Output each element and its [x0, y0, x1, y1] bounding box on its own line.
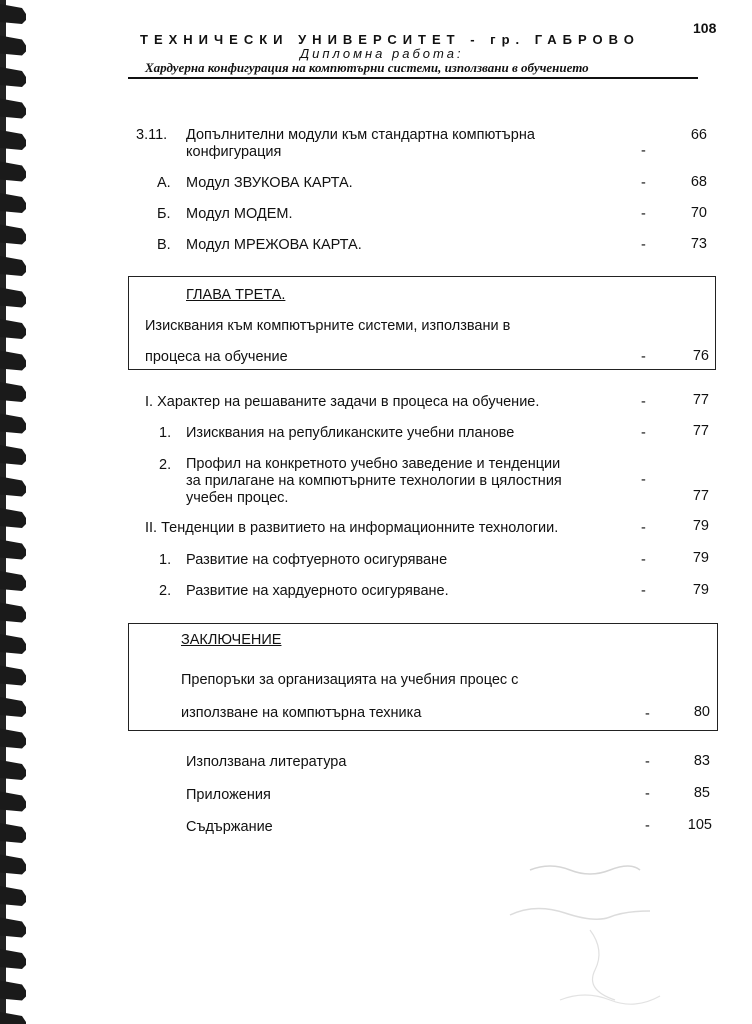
binding-coil [0, 697, 26, 717]
binding-coil [0, 760, 26, 780]
toc-num-ii-1: 1. [159, 552, 172, 568]
binding-coil [0, 792, 26, 812]
toc-page-chapter-three: 76 [692, 348, 709, 364]
binding-coil [0, 414, 26, 434]
binding-coil [0, 382, 26, 402]
binding-coil [0, 288, 26, 308]
toc-entry-institution-profile-line1: Профил на конкретното учебно заведение и тенденции [186, 456, 561, 472]
toc-entry-section-ii: II. Тенденции в развитието на информационните технологии. [145, 520, 559, 536]
toc-page-literature: 83 [693, 753, 710, 769]
chapter-three-title-line1: Изисквания към компютърните системи, използвани в [145, 318, 511, 334]
binding-coil [0, 981, 26, 1001]
toc-entry-contents: Съдържание [186, 819, 273, 835]
toc-num-a: А. [157, 175, 171, 191]
chapter-three-heading: ГЛАВА ТРЕТА. [186, 287, 286, 303]
conclusion-heading: ЗАКЛЮЧЕНИЕ [181, 632, 282, 648]
toc-page-ii-1: 79 [692, 550, 709, 566]
binding-coil [0, 351, 26, 371]
toc-page-ii-2: 79 [692, 582, 709, 598]
toc-dash: - [641, 552, 646, 568]
conclusion-title-line2: използване на компютърна техника [181, 705, 422, 721]
binding-coil [0, 225, 26, 245]
toc-page-v: 73 [690, 236, 707, 252]
toc-page-3-11: 66 [690, 127, 707, 143]
binding-coil [0, 193, 26, 213]
toc-dash: - [641, 237, 646, 253]
binding-coil [0, 918, 26, 938]
toc-entry-institution-profile-line3: учебен процес. [186, 490, 289, 506]
binding-coil [0, 319, 26, 339]
binding-coil [0, 666, 26, 686]
toc-page-appendices: 85 [693, 785, 710, 801]
toc-entry-republican-plans: Изисквания на републиканските учебни планове [186, 425, 515, 441]
bleed-through-marks [480, 850, 710, 1020]
toc-num-i-1: 1. [159, 425, 172, 441]
toc-entry-hardware: Развитие на хардуерното осигуряване. [186, 583, 449, 599]
thesis-subtitle: Дипломна работа: [300, 46, 464, 61]
binding-coil [0, 99, 26, 119]
toc-entry-appendices: Приложения [186, 787, 271, 803]
toc-num-b: Б. [157, 206, 171, 222]
toc-page-b: 70 [690, 205, 707, 221]
toc-dash: - [641, 425, 646, 441]
toc-entry-3-11-line1: Допълнителни модули към стандартна компютърна [186, 127, 535, 143]
binding-coil [0, 540, 26, 560]
toc-dash: - [641, 349, 646, 365]
header-divider [128, 77, 698, 79]
binding-coil [0, 508, 26, 528]
toc-dash: - [645, 786, 650, 802]
toc-entry-network-card: Модул МРЕЖОВА КАРТА. [186, 237, 362, 253]
binding-coil [0, 256, 26, 276]
toc-dash: - [641, 472, 646, 488]
binding-coil [0, 130, 26, 150]
binding-coil [0, 1012, 26, 1024]
toc-entry-section-i: I. Характер на решаваните задачи в процеса на обучение. [145, 394, 540, 410]
binding-coil [0, 477, 26, 497]
toc-entry-institution-profile-line2: за прилагане на компютърните технологии в цялостния [186, 473, 562, 489]
toc-page-section-i: 77 [692, 392, 709, 408]
binding-coil [0, 949, 26, 969]
binding-coil [0, 36, 26, 56]
toc-dash: - [641, 175, 646, 191]
toc-page-contents: 105 [687, 817, 712, 833]
toc-num-i-2: 2. [159, 457, 172, 473]
page-number: 108 [693, 20, 717, 36]
toc-entry-sound-card: Модул ЗВУКОВА КАРТА. [186, 175, 353, 191]
university-header: ТЕХНИЧЕСКИ УНИВЕРСИТЕТ - гр. ГАБРОВО [140, 32, 640, 47]
toc-entry-3-11-line2: конфигурация [186, 144, 282, 160]
spiral-binding [0, 0, 36, 1024]
toc-num-3-11: 3.11. [136, 127, 168, 143]
toc-dash: - [645, 818, 650, 834]
binding-coil [0, 823, 26, 843]
toc-entry-software: Развитие на софтуерното осигуряване [186, 552, 448, 568]
toc-dash: - [641, 394, 646, 410]
conclusion-title-line1: Препоръки за организацията на учебния процес с [181, 672, 519, 688]
thesis-title: Хардуерна конфигурация на компютърни системи, използвани в обучението [145, 60, 589, 75]
binding-coil [0, 634, 26, 654]
toc-dash: - [645, 754, 650, 770]
toc-page-a: 68 [690, 174, 707, 190]
toc-entry-modem: Модул МОДЕМ. [186, 206, 293, 222]
binding-coil [0, 886, 26, 906]
binding-coil [0, 67, 26, 87]
toc-dash: - [641, 206, 646, 222]
toc-num-ii-2: 2. [159, 583, 172, 599]
binding-coil [0, 603, 26, 623]
toc-page-i-1: 77 [692, 423, 709, 439]
toc-page-i-2: 77 [692, 488, 709, 504]
binding-coil [0, 445, 26, 465]
toc-dash: - [641, 583, 646, 599]
toc-page-conclusion: 80 [693, 704, 710, 720]
binding-coil [0, 162, 26, 182]
binding-coil [0, 4, 26, 24]
toc-num-v: В. [157, 237, 171, 253]
binding-coil [0, 855, 26, 875]
toc-entry-literature: Използвана литература [186, 754, 347, 770]
toc-page-section-ii: 79 [692, 518, 709, 534]
toc-dash: - [641, 520, 646, 536]
toc-dash: - [645, 706, 650, 722]
binding-coil [0, 571, 26, 591]
chapter-three-title-line2: процеса на обучение [145, 349, 288, 365]
toc-dash: - [641, 143, 646, 159]
binding-coil [0, 729, 26, 749]
